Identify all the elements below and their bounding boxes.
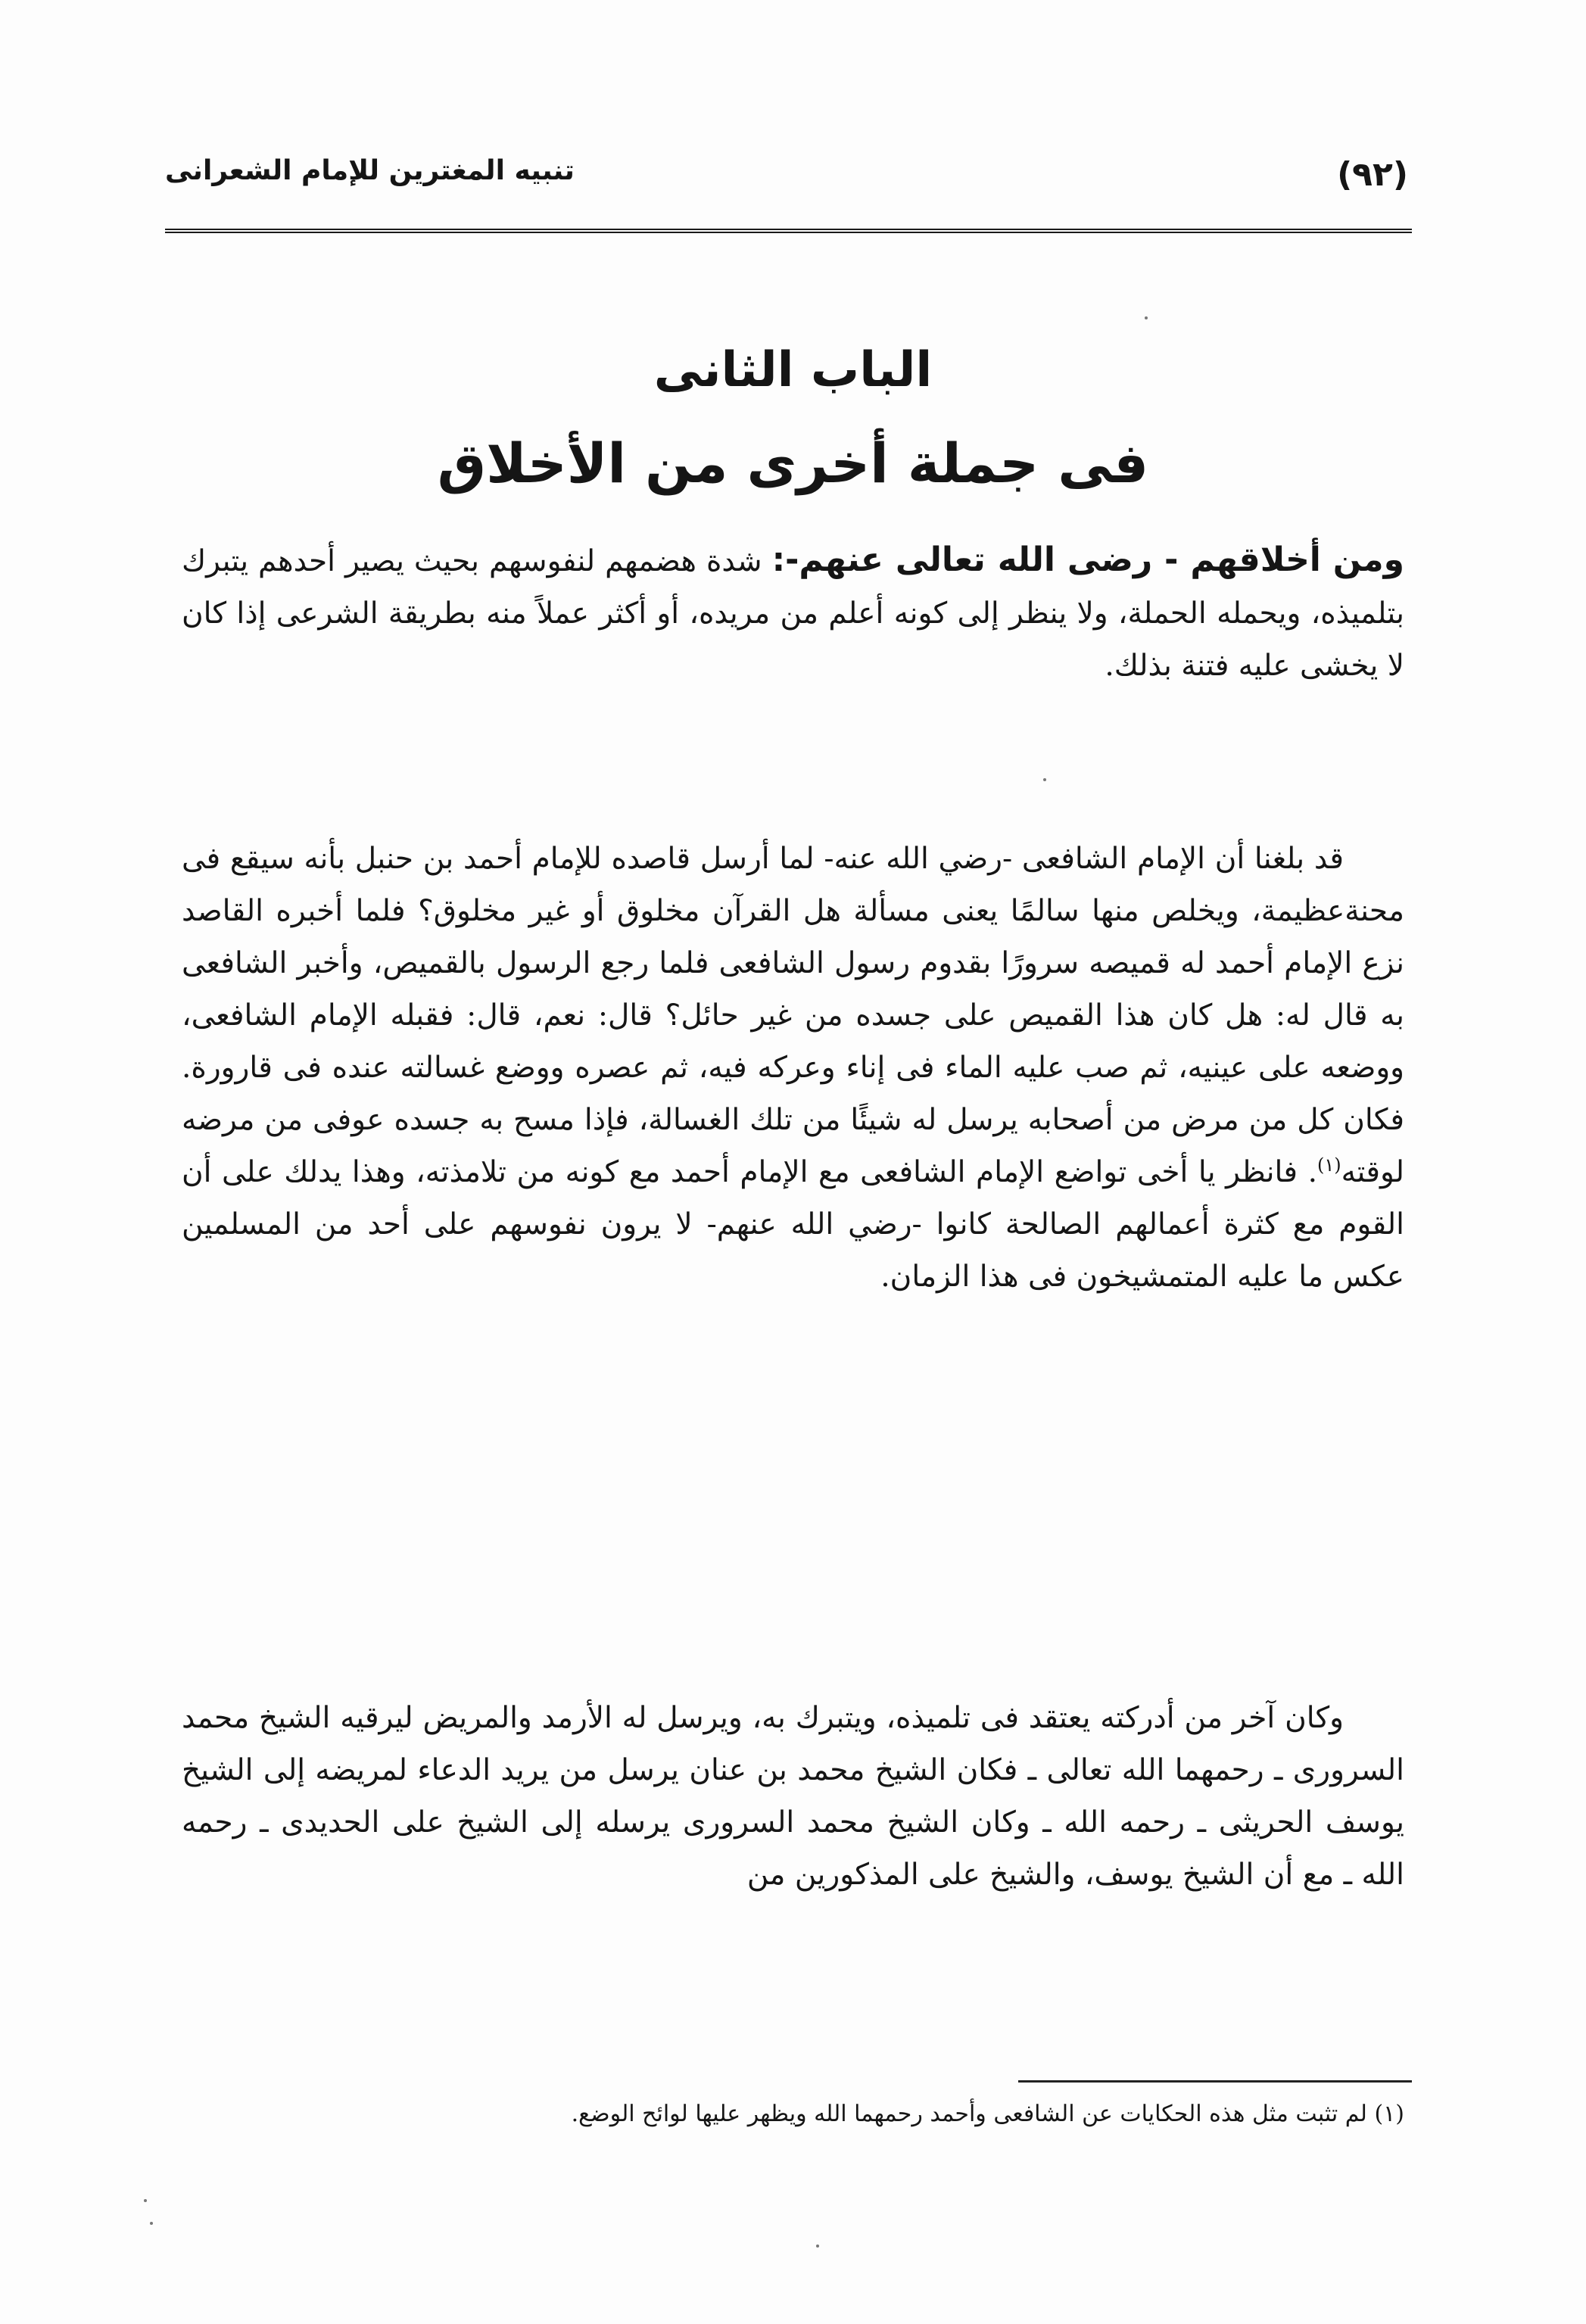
scan-speck bbox=[1145, 316, 1148, 319]
paragraph-text: شدة هضمهم لنفوسهم بحيث يصير أحدهم يتبرك بتلميذه، ويحمله الحملة، ولا ينظر إلى كونه أعلم من مريده، أو أكثر عملاً منه بطريقة الشرعى إذا كان لا يخشى عليه فتنة بذلك. bbox=[182, 544, 1404, 683]
footnote: (١) لم تثبت مثل هذه الحكايات عن الشافعى وأحمد رحمهما الله ويظهر عليها لوائح الوضع. bbox=[571, 2101, 1404, 2127]
paragraph-text-continued: . فانظر يا أخى تواضع الإمام الشافعى مع الإمام أحمد مع كونه من تلامذته، وهذا يدلك على أن القوم مع كثرة أعمالهم الصالحة كانوا -رضي الله عنهم- لا يرون نفوسهم على أحد من المسلمين عكس ما عليه المتمشيخون فى هذا الزمان. bbox=[182, 1155, 1404, 1294]
header-divider bbox=[165, 229, 1412, 233]
paragraph-text: قد بلغنا أن الإمام الشافعى -رضي الله عنه- لما أرسل قاصده للإمام أحمد بن حنبل بأنه سيقع فى محنةعظيمة، ويخلص منها سالمًا يعنى مسألة هل القرآن مخلوق أو غير مخلوق؟ فلما أخبره القاصد نزع الإمام أحمد له قميصه سرورًا بقدوم رسول الشافعى فلما رجع الرسول بالقميص، وأخبر الشافعى به قال له: هل كان هذا القميص على جسده من غير حائل؟ قال: نعم، قال: فقبله الإمام الشافعى، ووضعه على عينيه، ثم صب عليه الماء فى إناء وعركه فيه، ثم عصره ووضع غسالته عنده فى قارورة. فكان كل من مرض من أصحابه يرسل له شيئًا من تلك الغسالة، فإذا مسح به جسده عوفى من مرضه لوقته bbox=[182, 842, 1404, 1189]
paragraph-1 bbox=[182, 534, 1404, 692]
chapter-subtitle: فى جملة أخرى من الأخلاق bbox=[437, 431, 1149, 495]
scan-speck bbox=[1043, 778, 1046, 781]
scan-speck bbox=[150, 2222, 153, 2225]
scan-speck bbox=[816, 2245, 819, 2248]
paragraph-lead: ومن أخلاقهم - رضى الله تعالى عنهم-: bbox=[771, 541, 1404, 579]
page-header bbox=[165, 155, 1408, 212]
footnote-reference[interactable]: (١) bbox=[1317, 1154, 1341, 1176]
footnote-divider bbox=[1018, 2080, 1412, 2083]
scan-speck bbox=[144, 2199, 147, 2202]
chapter-title: الباب الثانى bbox=[653, 342, 933, 398]
running-title: تنبيه المغترين للإمام الشعرانى bbox=[165, 155, 575, 186]
paragraph-3 bbox=[182, 1692, 1404, 1901]
paragraph-text: وكان آخر من أدركته يعتقد فى تلميذه، ويتبرك به، ويرسل له الأرمد والمريض ليرقيه الشيخ محمد السرورى ـ رحمهما الله تعالى ـ فكان الشيخ محمد بن عنان يرسل من يريد الدعاء لمريضه إلى الشيخ يوسف الحريثى ـ رحمه الله ـ وكان الشيخ محمد السرورى يرسله إلى الشيخ على الحديدى ـ رحمه الله ـ مع أن الشيخ يوسف، والشيخ على المذكورين من bbox=[182, 1701, 1404, 1892]
page-number: (٩٢) bbox=[1337, 155, 1408, 194]
paragraph-2 bbox=[182, 833, 1404, 1303]
